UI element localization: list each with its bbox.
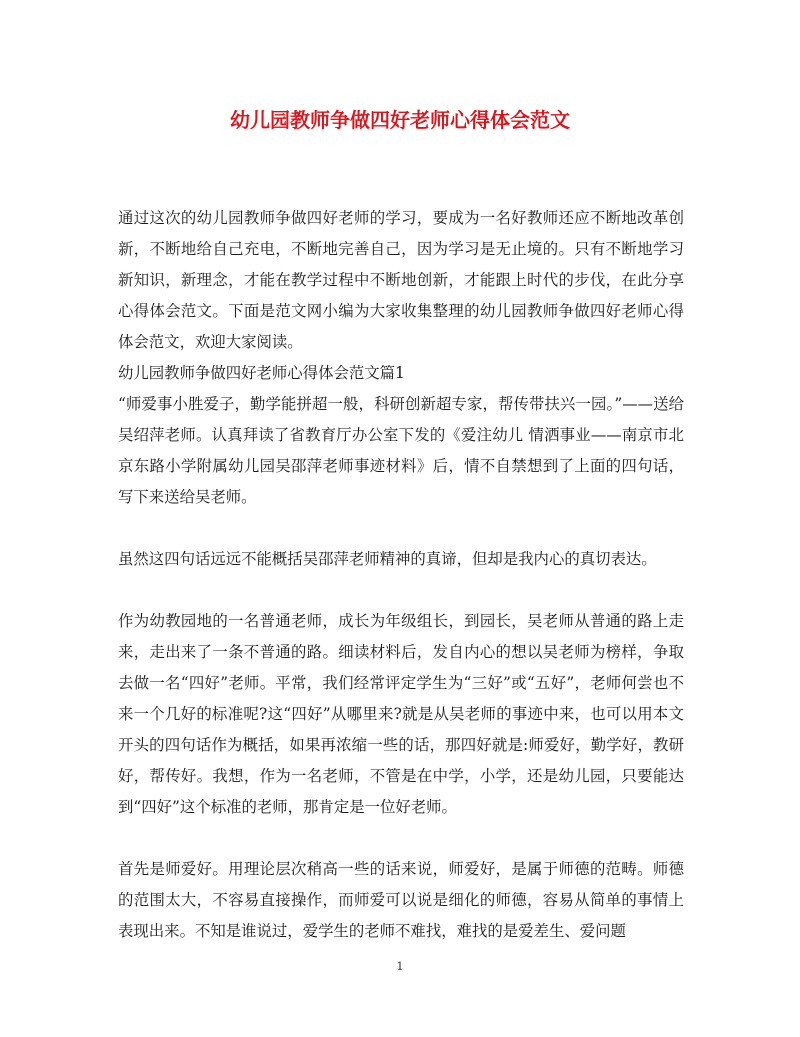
summary-paragraph: 虽然这四句话远远不能概括吴邵萍老师精神的真谛，但却是我内心的真切表达。 — [118, 550, 657, 568]
paragraph-gap — [118, 575, 684, 606]
section-heading: 幼儿园教师争做四好老师心得体会范文篇1 — [118, 364, 405, 382]
document-body — [118, 203, 684, 947]
teacher-love-paragraph: 首先是师爱好。用理论层次稍高一些的话来说，师爱好，是属于师德的范畴。师德的范围太大，不容易直接操作，而师爱可以说是细化的师德，容易从简单的事情上表现出来。不知是谁说过，爱学生的老师不难找，难找的是爱差生、爱问题 — [118, 860, 684, 940]
paragraph-gap — [118, 823, 684, 854]
four-good-paragraph: 作为幼教园地的一名普通老师，成长为年级组长，到园长，吴老师从普通的路上走来，走出来了一条不普通的路。细读材料后，发自内心的想以吴老师为榜样，争取去做一名“四好”老师。平常，我们经常评定学生为“三好”或“五好”，老师何尝也不来一个几好的标准呢?这“四好”从哪里来?就是从吴老师的事迹中来，也可以用本文开头的四句话作为概括，如果再浓缩一些的话，那四好就是:师爱好，勤学好，教研好，帮传好。我想，作为一名老师，不管是在中学，小学，还是幼儿园，只要能达到“四好”这个标准的老师，那肯定是一位好老师。 — [118, 612, 684, 816]
intro-paragraph: 通过这次的幼儿园教师争做四好老师的学习，要成为一名好教师还应不断地改革创新，不断地给自己充电，不断地完善自己，因为学习是无止境的。只有不断地学习新知识，新理念，才能在教学过程中不断地创新，才能跟上时代的步伐，在此分享心得体会范文。下面是范文网小编为大家收集整理的幼儿园教师争做四好老师心得体会范文，欢迎大家阅读。 — [118, 209, 684, 351]
quote-paragraph: “师爱事小胜爱子，勤学能拼超一般，科研创新超专家，帮传带扶兴一园。”——送给吴绍萍老师。认真拜读了省教育厅办公室下发的《爱注幼儿 情洒事业——南京市北京东路小学附属幼儿园吴邵萍老师事迹材料》后，情不自禁想到了上面的四句话，写下来送给吴老师。 — [118, 395, 684, 506]
page-number: 1 — [396, 960, 404, 973]
document-title: 幼儿园教师争做四好老师心得体会范文 — [230, 108, 570, 132]
paragraph-gap — [118, 513, 684, 544]
